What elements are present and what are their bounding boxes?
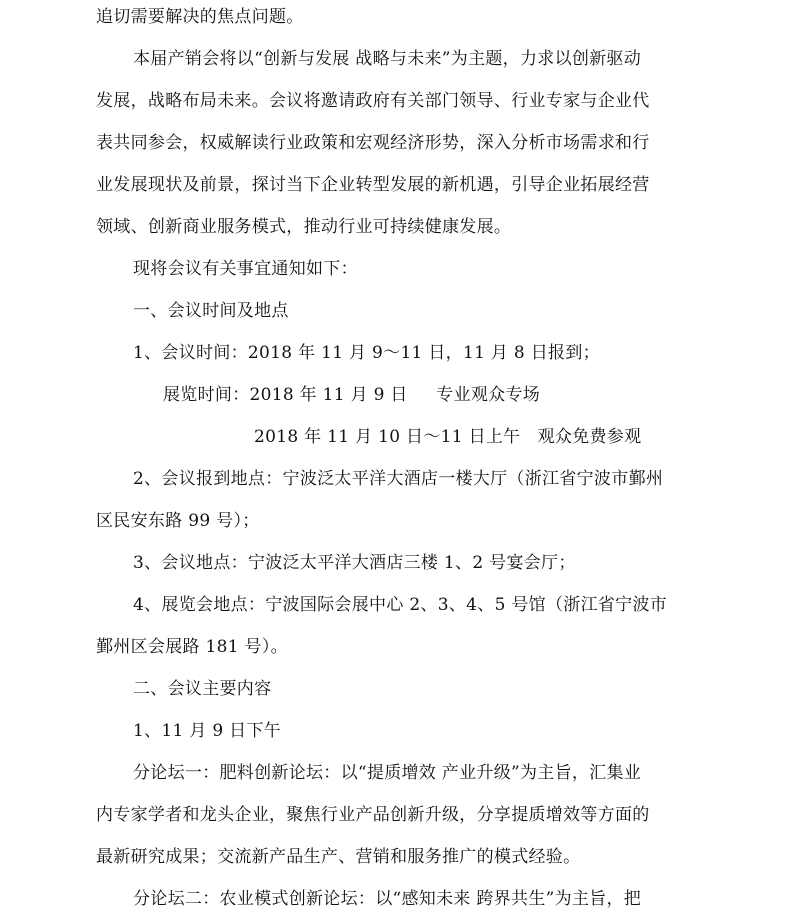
text-line: 内专家学者和龙头企业，聚焦行业产品创新升级，分享提质增效等方面的: [96, 805, 650, 825]
text-line: 区民安东路 99 号）；: [96, 511, 260, 531]
text-line: 2018 年 11 月 10 日～11 日上午 观众免费参观: [254, 427, 642, 447]
text-line: 发展，战略布局未来。会议将邀请政府有关部门领导、行业专家与企业代: [96, 91, 650, 111]
text-line: 分论坛一：肥料创新论坛：以“提质增效 产业升级”为主旨，汇集业: [133, 763, 642, 783]
text-line: 现将会议有关事宜通知如下：: [133, 259, 358, 279]
text-line: 鄞州区会展路 181 号）。: [96, 637, 288, 657]
text-line: 展览时间：2018 年 11 月 9 日 专业观众专场: [163, 385, 541, 405]
text-line: 1、11 月 9 日下午: [133, 721, 282, 741]
text-line: 1、会议时间：2018 年 11 月 9～11 日，11 月 8 日报到；: [133, 343, 600, 363]
text-line: 本届产销会将以“创新与发展 战略与未来”为主题，力求以创新驱动: [133, 49, 642, 69]
text-line: 追切需要解决的焦点问题。: [96, 7, 304, 27]
text-line: 表共同参会，权威解读行业政策和宏观经济形势，深入分析市场需求和行: [96, 133, 650, 153]
text-line: 业发展现状及前景，探讨当下企业转型发展的新机遇，引导企业拓展经营: [96, 175, 650, 195]
section-heading: 一、会议时间及地点: [133, 301, 289, 321]
text-line: 3、会议地点：宁波泛太平洋大酒店三楼 1、2 号宴会厅；: [133, 553, 576, 573]
section-heading: 二、会议主要内容: [133, 679, 272, 699]
text-line: 最新研究成果；交流新产品生产、营销和服务推广的模式经验。: [96, 847, 581, 867]
text-line: 4、展览会地点：宁波国际会展中心 2、3、4、5 号馆（浙江省宁波市: [133, 595, 668, 615]
text-line: 分论坛二：农业模式创新论坛：以“感知未来 跨界共生”为主旨，把: [133, 889, 642, 909]
text-line: 领域、创新商业服务模式，推动行业可持续健康发展。: [96, 217, 512, 237]
text-line: 2、会议报到地点：宁波泛太平洋大酒店一楼大厅（浙江省宁波市鄞州: [133, 469, 664, 489]
